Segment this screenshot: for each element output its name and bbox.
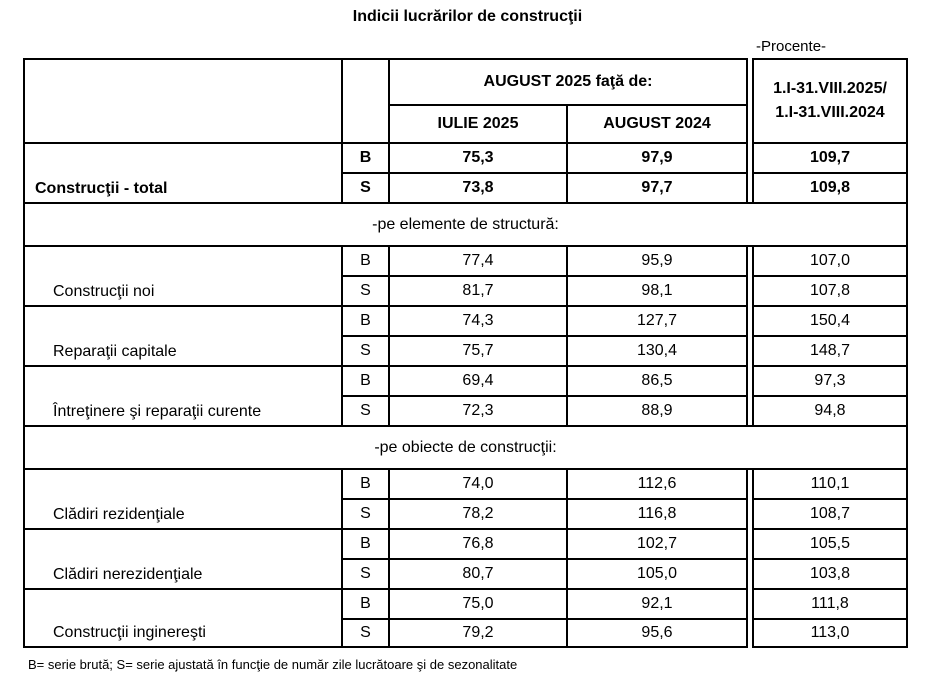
series-type: B [342,143,389,173]
value-cell: 112,6 [567,469,747,499]
header-cumulative [753,59,907,143]
header-col-iulie: IULIE 2025 [389,105,567,143]
table-row [24,589,907,619]
value-cell: 97,3 [753,366,907,396]
value-cell: 95,9 [567,246,747,276]
series-type: B [342,589,389,619]
row-label: Clădiri nerezidenţiale [24,529,342,589]
table-row [24,306,907,336]
series-type: B [342,529,389,559]
construction-indices-table [23,58,908,648]
value-cell: 75,0 [389,589,567,619]
value-cell: 113,0 [753,619,907,647]
value-cell: 130,4 [567,336,747,366]
header-cumulative-line1: 1.I-31.VIII.2025/ [773,80,887,98]
value-cell: 79,2 [389,619,567,647]
series-type: S [342,173,389,203]
value-cell: 116,8 [567,499,747,529]
row-label: Construcţii noi [24,246,342,306]
series-type: B [342,366,389,396]
value-cell: 127,7 [567,306,747,336]
header-empty-type [342,59,389,143]
header-cumulative-line2: 1.I-31.VIII.2024 [775,104,885,121]
section-title-structure: -pe elemente de structură: [24,203,907,246]
value-cell: 105,5 [753,529,907,559]
row-label: Construcţii inginereşti [24,589,342,647]
value-cell: 108,7 [753,499,907,529]
series-type: S [342,336,389,366]
series-type: S [342,396,389,426]
value-cell: 75,3 [389,143,567,173]
value-cell: 110,1 [753,469,907,499]
header-row-1 [24,59,907,105]
row-label-total: Construcţii - total [24,143,342,203]
value-cell: 98,1 [567,276,747,306]
value-cell: 92,1 [567,589,747,619]
table-row [24,469,907,499]
value-cell: 109,7 [753,143,907,173]
series-type: B [342,469,389,499]
value-cell: 103,8 [753,559,907,589]
row-label: Reparaţii capitale [24,306,342,366]
value-cell: 150,4 [753,306,907,336]
series-type: S [342,499,389,529]
value-cell: 88,9 [567,396,747,426]
page-title: Indicii lucrărilor de construcţii [352,8,583,25]
value-cell: 81,7 [389,276,567,306]
value-cell: 77,4 [389,246,567,276]
series-type: B [342,246,389,276]
footnote: B= serie brută; S= serie ajustată în funcţie de număr zile lucrătoare şi de sezonalitate [28,657,518,672]
value-cell: 69,4 [389,366,567,396]
value-cell: 97,9 [567,143,747,173]
value-cell: 95,6 [567,619,747,647]
value-cell: 80,7 [389,559,567,589]
section-row [24,203,907,246]
section-title-objects: -pe obiecte de construcţii: [24,426,907,469]
value-cell: 105,0 [567,559,747,589]
series-type: S [342,619,389,647]
value-cell: 74,0 [389,469,567,499]
value-cell: 75,7 [389,336,567,366]
value-cell: 72,3 [389,396,567,426]
header-group-label: AUGUST 2025 faţă de: [389,59,747,105]
series-type: S [342,276,389,306]
table-row [24,529,907,559]
value-cell: 73,8 [389,173,567,203]
table-row [24,143,907,173]
value-cell: 97,7 [567,173,747,203]
series-type: S [342,559,389,589]
table-row [24,246,907,276]
value-cell: 94,8 [753,396,907,426]
header-col-august: AUGUST 2024 [567,105,747,143]
value-cell: 76,8 [389,529,567,559]
value-cell: 102,7 [567,529,747,559]
value-cell: 109,8 [753,173,907,203]
row-label: Întreţinere şi reparaţii curente [24,366,342,426]
value-cell: 74,3 [389,306,567,336]
series-type: B [342,306,389,336]
value-cell: 107,0 [753,246,907,276]
value-cell: 148,7 [753,336,907,366]
row-label: Clădiri rezidenţiale [24,469,342,529]
value-cell: 78,2 [389,499,567,529]
value-cell: 107,8 [753,276,907,306]
header-empty-label [24,59,342,143]
value-cell: 86,5 [567,366,747,396]
value-cell: 111,8 [753,589,907,619]
unit-label: -Procente- [756,38,827,55]
section-row [24,426,907,469]
table-row [24,366,907,396]
